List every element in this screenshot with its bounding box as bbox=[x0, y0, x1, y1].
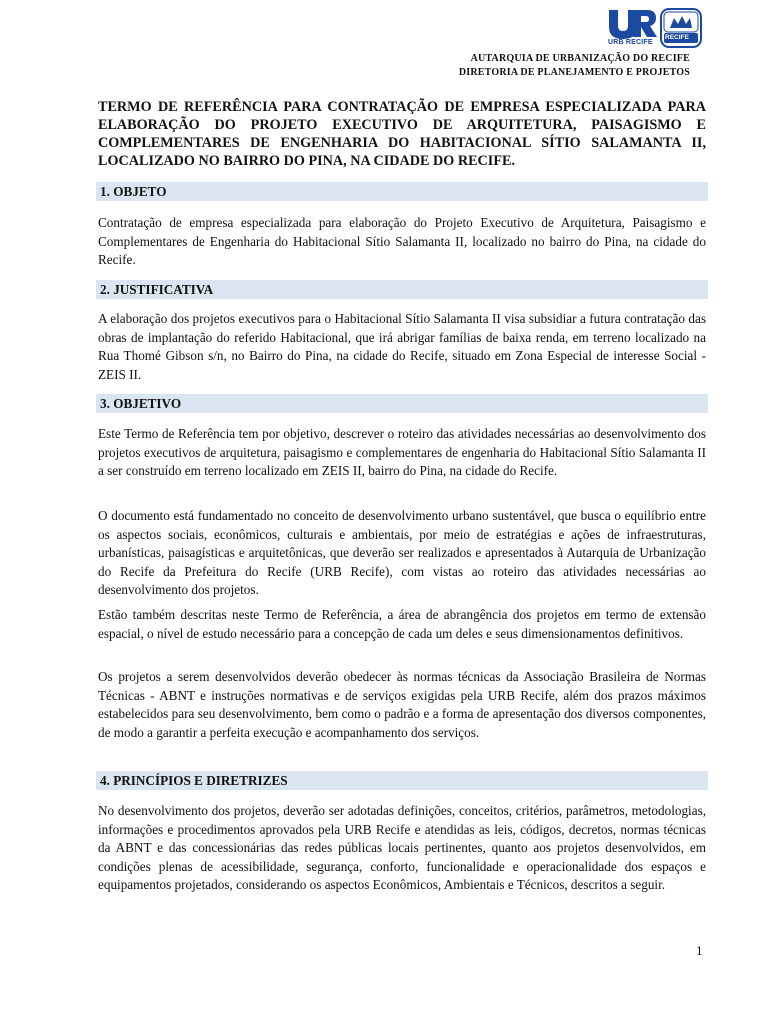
recife-logo bbox=[660, 8, 702, 48]
section-heading-justificativa: 2. JUSTIFICATIVA bbox=[96, 280, 708, 299]
paragraph: Estão também descritas neste Termo de Referência, a área de abrangência dos projetos em termo de extensão espacial, o nível de estudo necessário para a concepção de cada um deles e seus dimensionamentos definitivos. bbox=[98, 607, 706, 641]
institution-department: DIRETORIA DE PLANEJAMENTO E PROJETOS bbox=[458, 67, 690, 78]
urb-logo-caption: URB RECIFE bbox=[608, 39, 653, 46]
section-heading-objeto: 1. OBJETO bbox=[96, 182, 708, 201]
paragraph: A elaboração dos projetos executivos para o Habitacional Sítio Salamanta II visa subsidiar a futura contratação das obras de implantação do referido Habitacional, que irá abrigar famílias de baixa renda, em terreno localizado na Rua Thomé Gibson s/n, no Bairro do Pina, na cidade do Recife, situado em Zona Especial de interesse Social - ZEIS II. bbox=[98, 311, 706, 382]
institution-name: AUTARQUIA DE URBANIZAÇÃO DO RECIFE bbox=[470, 53, 690, 64]
recife-seal-icon bbox=[660, 8, 702, 48]
paragraph: Os projetos a serem desenvolvidos deverão obedecer às normas técnicas da Associação Brasileira de Normas Técnicas - ABNT e instruções normativas e de serviços exigidas pela URB Recife, além dos prazos máximos estabelecidos para seu desenvolvimento, bem como o padrão e a forma de apresentação dos diversos componentes, de modo a garantir a perfeita execução e acompanhamento dos serviços. bbox=[98, 669, 706, 740]
document-title: TERMO DE REFERÊNCIA PARA CONTRATAÇÃO DE EMPRESA ESPECIALIZADA PARA ELABORAÇÃO DO PROJETO EXECUTIVO DE ARQUITETURA, PAISAGISMO E COMPLEMENTARES DE ENGENHARIA DO HABITACIONAL SÍTIO SALAMANTA II, LOCALIZADO NO BAIRRO DO PINA, NA CIDADE DO RECIFE. bbox=[98, 99, 706, 169]
header-logos bbox=[606, 8, 702, 48]
paragraph: Este Termo de Referência tem por objetivo, descrever o roteiro das atividades necessárias ao desenvolvimento dos projetos executivos de arquitetura, paisagismo e complementares de engenharia do Habitacional Sítio Salamanta II a ser construído em terreno localizado em ZEIS II, bairro do Pina, na cidade do Recife. bbox=[98, 426, 706, 479]
section-heading-principios: 4. PRINCÍPIOS E DIRETRIZES bbox=[96, 771, 708, 790]
paragraph: O documento está fundamentado no conceito de desenvolvimento urbano sustentável, que busca o equilíbrio entre os aspectos sociais, econômicos, culturais e ambientais, por meio de estratégias e ações de infraestruturas, urbanísticas, paisagísticas e arquitetônicas, que deverão ser realizados e apresentados à Autarquia de Urbanização do Recife da Prefeitura do Recife (URB Recife), com vistas ao roteiro das atividades necessárias ao desenvolvimento dos projetos. bbox=[98, 508, 706, 598]
paragraph: Contratação de empresa especializada para elaboração do Projeto Executivo de Arquitetura, Paisagismo e Complementares de Engenharia do Habitacional Sítio Salamanta II, localizado no bairro do Pina, na cidade do Recife. bbox=[98, 215, 706, 268]
institution-header bbox=[459, 52, 690, 80]
paragraph: No desenvolvimento dos projetos, deverão ser adotadas definições, conceitos, critérios, parâmetros, metodologias, informações e procedimentos aprovados pela URB Recife e atendidas as leis, códigos, decretos, normas técnicas da ABNT e das concessionárias das redes públicas locais pertinentes, quanto aos projetos desenvolvidos, em condições plenas de acessibilidade, segurança, conforto, funcionalidade e operacionalidade dos espaços e equipamentos projetados, considerando os aspectos Econômicos, Ambientais e Técnicos, descritos a seguir. bbox=[98, 803, 706, 893]
recife-logo-caption: RECIFE bbox=[665, 34, 689, 41]
page-number: 1 bbox=[696, 943, 703, 958]
section-heading-objetivo: 3. OBJETIVO bbox=[96, 394, 708, 413]
